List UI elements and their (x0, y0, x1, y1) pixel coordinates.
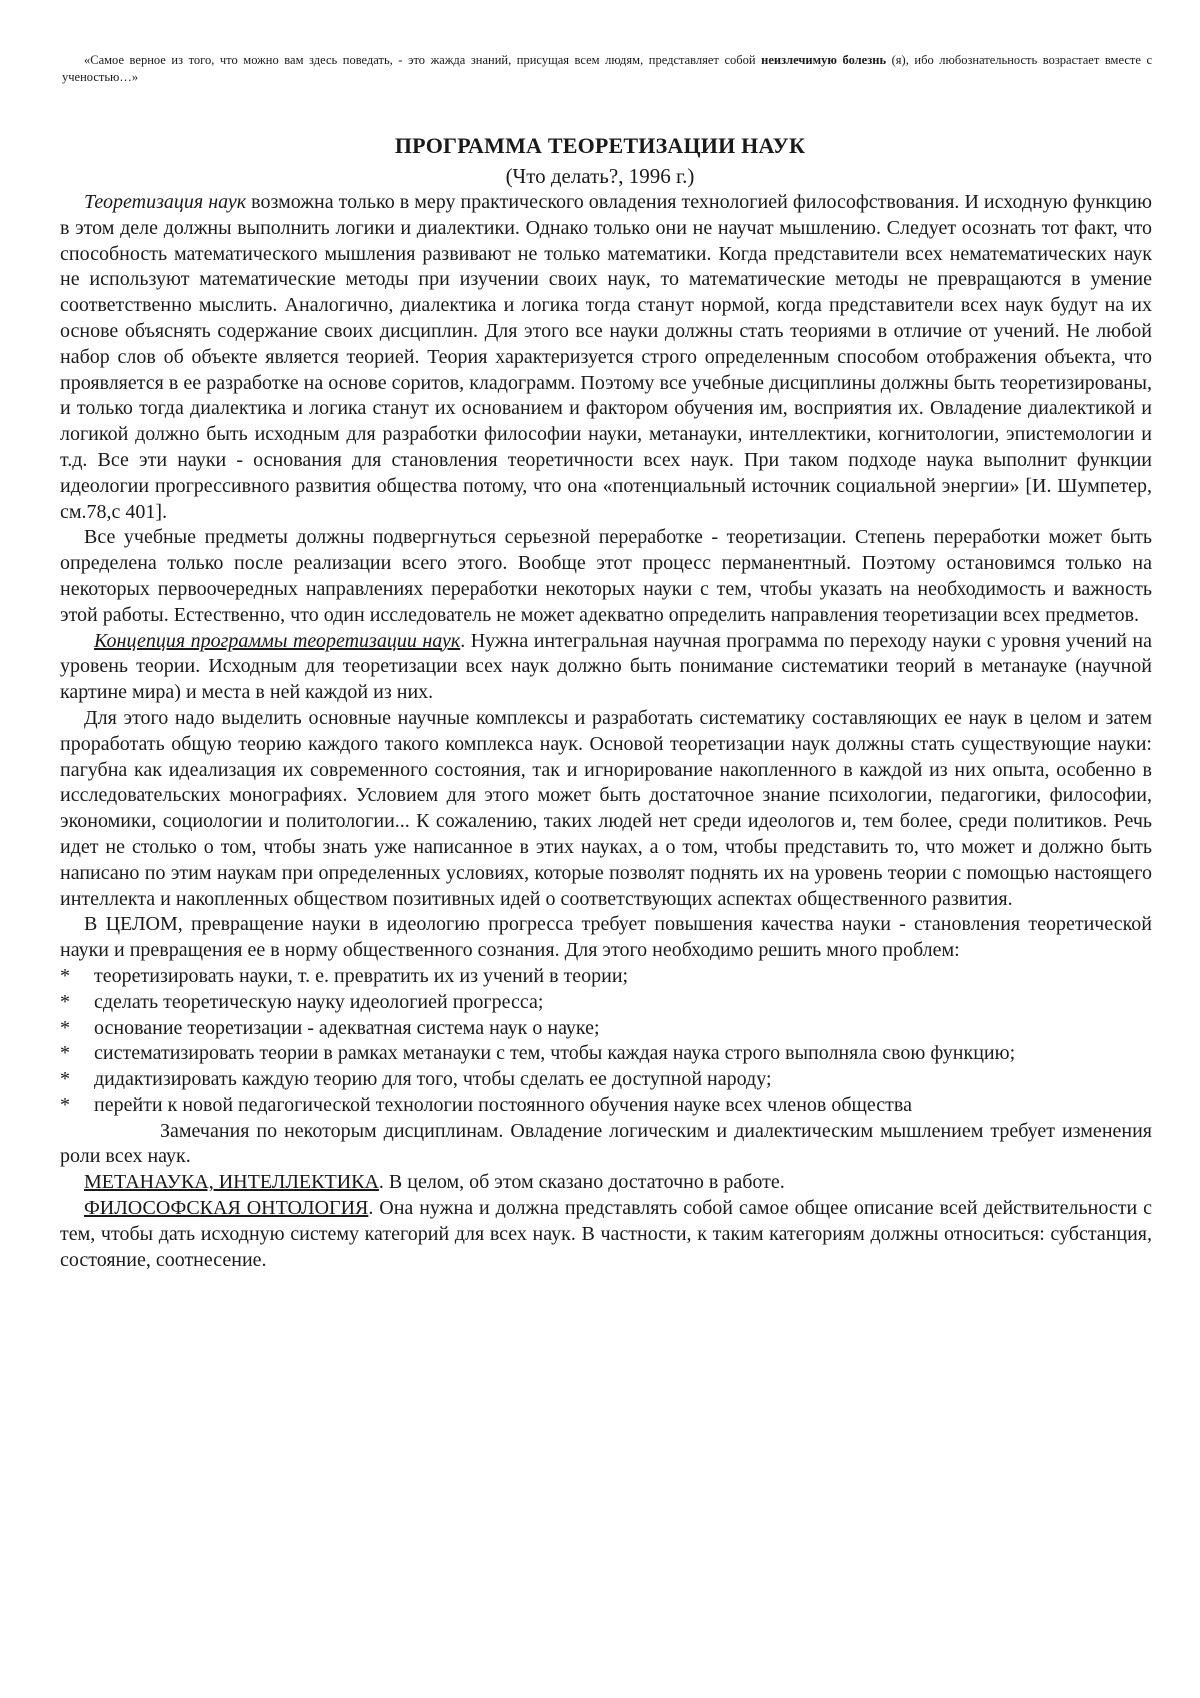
epigraph-text-end: (я), ибо любознательность возрастает вместе с ученостью…» (62, 53, 1152, 84)
paragraph-1-lead: Теоретизация наук (84, 191, 247, 213)
bullet-mark: * (60, 964, 70, 987)
concept-heading: Концепция программы теоретизации наук (94, 629, 461, 652)
list-item-text: систематизировать теории в рамках метанауки с тем, чтобы каждая наука строго выполняла свою функцию; (94, 1042, 1016, 1065)
epigraph (62, 52, 1152, 86)
list-item (60, 1067, 1152, 1093)
paragraph-4: Для этого надо выделить основные научные комплексы и разработать систематику составляющих ее наук в целом и затем проработать общую теорию каждого такого комплекса наук. Основой теоретизации наук должны стать существующие науки: пагубна как идеализация их современного состояния, так и игнорирование накопленного в каждой из них опыта, особенно в исследовательских монографиях. Условием для этого может быть достаточное знание психологии, педагогики, философии, экономики, социологии и политологии... К сожалению, таких людей нет среди идеологов и, тем более, среди политиков. Речь идет не столько о том, чтобы знать уже написанное в этих науках, а о том, чтобы представить то, что может и должно быть написано по этим наукам при определенных условиях, которые позволят поднять их на уровень теории с помощью настоящего интеллекта и накопленных обществом позитивных идей о соответствующих аспектах общественного развития. (60, 706, 1152, 910)
paragraph-3 (60, 629, 1152, 706)
paragraph-3-text: . Нужна интегральная научная программа по переходу науки с уровня учений на уровень теории. Исходным для теоретизации всех наук должно быть понимание систематики теорий в метанауке (научной картине мира) и места в ней каждой из них. (60, 629, 1153, 704)
bullet-mark: * (60, 1016, 70, 1039)
paragraph-1-text: возможна только в меру практического овладения технологией философствования. И исходную функцию в этом деле должны выполнить логики и диалектики. Однако только они не научат мышлению. Следует осознать тот факт, что способность математического мышления развивают не только математики. Когда представители всех нематематических наук не используют математические методы при изучении своих наук, то математические методы не превращаются в умение соответственно мыслить. Аналогично, диалектика и логика тогда станут нормой, когда представители всех наук будут на их основе объяснять содержание своих дисциплин. Для этого все науки должны стать теориями в отличие от учений. Не любой набор слов об объекте является теорией. Теория характеризуется строго определенным способом отображения объекта, что проявляется в ее разработке на основе соритов, кладограмм. Поэтому все учебные дисциплины должны быть теоретизированы, и только тогда диалектика и логика станут их основанием и фактором обучения им, восприятия их. Овладение диалектикой и логикой должно быть исходным для разработки философии науки, метанауки, интеллектики, когнитологии, эпистемологии и т.д. Все эти науки - основания для становления теоретичности всех наук. При таком подходе наука выполнит функции идеологии прогрессивного развития общества потому, что она «потенциальный источник социальной энергии» [И. Шумпетер, см.78,с 401]. (60, 191, 1153, 523)
list-item-text: сделать теоретическую науку идеологией прогресса; (94, 990, 544, 1013)
ontology-heading: ФИЛОСОФСКАЯ ОНТОЛОГИЯ (84, 1197, 369, 1220)
list-item-text: перейти к новой педагогической технологии постоянного обучения науке всех членов общества (94, 1093, 912, 1116)
paragraph-7 (60, 1170, 1152, 1196)
document-title: ПРОГРАММА ТЕОРЕТИЗАЦИИ НАУК (394, 133, 806, 158)
list-item-text: теоретизировать науки, т. е. превратить их из учений в теории; (94, 964, 629, 987)
list-item-text: дидактизировать каждую теорию для того, чтобы сделать ее доступной народу; (94, 1068, 772, 1091)
bullet-mark: * (60, 1068, 70, 1091)
document-body (60, 190, 1152, 1273)
paragraph-7-text: . В целом, об этом сказано достаточно в работе. (378, 1171, 785, 1194)
bullet-mark: * (60, 990, 70, 1013)
document-subtitle: (Что делать?, 1996 г.) (505, 164, 695, 188)
list-item (60, 1041, 1152, 1067)
paragraph-6: Замечания по некоторым дисциплинам. Овладение логическим и диалектическим мышлением требует изменения роли всех наук. (60, 1119, 1152, 1168)
paragraph-2: Все учебные предметы должны подвергнуться серьезной переработке - теоретизации. Степень переработки может быть определена только после реализации всего этого. Вообще этот процесс перманентный. Поэтому остановимся только на некоторых первоочередных направлениях переработки некоторых науки с тем, чтобы указать на необходимость и важность этой работы. Естественно, что один исследователь не может адекватно определить направления теоретизации всех предметов. (60, 526, 1152, 626)
paragraph-8 (60, 1196, 1152, 1273)
paragraph-1 (60, 190, 1152, 525)
list-item (60, 1093, 1152, 1119)
list-item (60, 990, 1152, 1016)
epigraph-emphasis: неизлечимую болезнь (761, 53, 887, 67)
metascience-heading: МЕТАНАУКА, ИНТЕЛЛЕКТИКА (84, 1171, 379, 1194)
list-item (60, 1016, 1152, 1042)
paragraph-5: В ЦЕЛОМ, превращение науки в идеологию прогресса требует повышения качества науки - становления теоретической науки и превращения ее в норму общественного сознания. Для этого необходимо решить много проблем: (60, 913, 1152, 962)
problem-list (60, 964, 1152, 1119)
bullet-mark: * (60, 1042, 70, 1065)
epigraph-text-start: «Самое верное из того, что можно вам здесь поведать, - это жажда знаний, присущая всем людям, представляет собой (84, 53, 762, 67)
list-item-text: основание теоретизации - адекватная система наук о науке; (94, 1016, 600, 1039)
bullet-mark: * (60, 1093, 70, 1116)
list-item (60, 964, 1152, 990)
paragraph-8-text: . Она нужна и должна представлять собой самое общее описание всей действительности с тем, чтобы дать исходную систему категорий для всех наук. В частности, к таким категориям должны относиться: субстанция, состояние, соотнесение. (60, 1197, 1152, 1271)
